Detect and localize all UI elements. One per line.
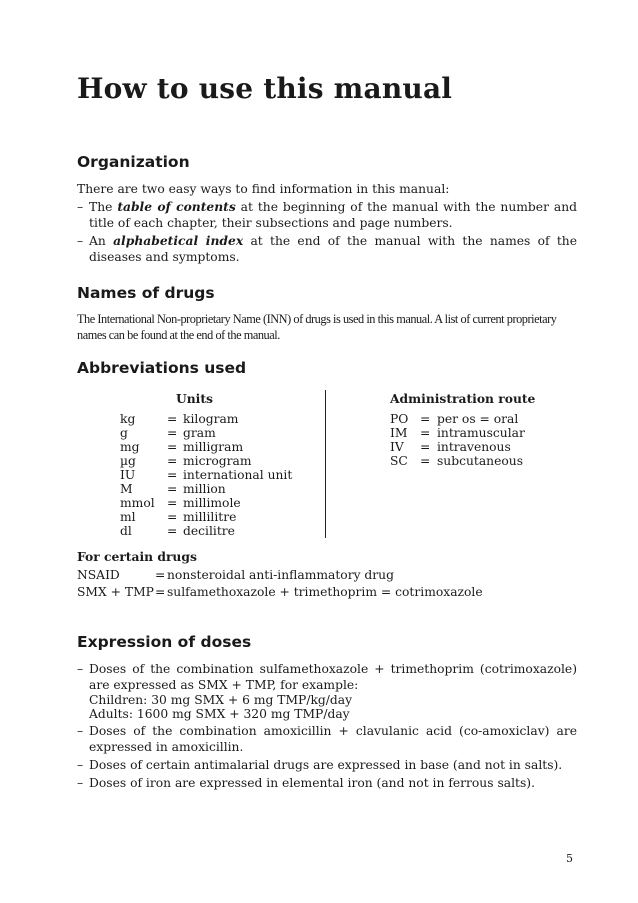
table-row: IV = intravenous — [390, 440, 511, 454]
list-item: – Doses of iron are expressed in elemental iron (and not in ferrous salts). — [77, 776, 535, 790]
dash-marker: – — [77, 200, 84, 214]
table-row: kg = kilogram — [120, 412, 239, 426]
drug-abbreviation-row: SMX + TMP= sulfamethoxazole + trimethoprim = cotrimoxazole — [77, 585, 483, 599]
list-item: – The table of contents at the beginning of the manual with the number and title of each chapter, their subsections and page numbers. — [77, 199, 577, 230]
section-heading-expression-of-doses: Expression of doses — [77, 633, 252, 651]
table-row: IM = intramuscular — [390, 426, 525, 440]
list-item: – Doses of the combination amoxicillin + clavulanic acid (co-amoxiclav) are expressed in amoxicillin. — [77, 724, 577, 754]
dash-marker: – — [77, 776, 84, 790]
units-heading: Units — [176, 391, 213, 406]
table-row: g = gram — [120, 426, 216, 440]
list-item: – Doses of the combination sulfamethoxazole + trimethoprim (cotrimoxazole) are expressed as SMX + TMP, for example: Children: 30 mg SMX + 6 mg TMP/kg/day Adults: 1600 mg SMX + 320 mg TMP/day — [77, 662, 577, 721]
drug-abbreviation-row: NSAID = nonsteroidal anti-inflammatory drug — [77, 568, 394, 582]
children-dose-example: Children: 30 mg SMX + 6 mg TMP/kg/day — [89, 693, 353, 707]
page-title: How to use this manual — [77, 72, 453, 105]
table-row: IU = international unit — [120, 468, 293, 482]
list-item: – An alphabetical index at the end of the manual with the names of the diseases and symptoms. — [77, 233, 578, 264]
table-of-contents-term: table of contents — [117, 199, 236, 214]
dash-marker: – — [77, 662, 84, 676]
drugs-heading: For certain drugs — [77, 549, 197, 564]
dash-marker: – — [77, 724, 84, 738]
section-heading-names-of-drugs: Names of drugs — [77, 284, 215, 302]
alphabetical-index-term: alphabetical index — [113, 233, 244, 248]
list-item: – Doses of certain antimalarial drugs are expressed in base (and not in salts). — [77, 758, 563, 772]
routes-heading: Administration route — [390, 391, 536, 406]
table-row: mg = milligram — [120, 440, 244, 454]
table-row: mmol = millimole — [120, 496, 241, 510]
names-of-drugs-text: The International Non-proprietary Name (INN) of drugs is used in this manual. A list of current proprietary names can be found at the end of the manual. — [77, 312, 557, 342]
organization-intro: There are two easy ways to find information in this manual: — [77, 182, 450, 196]
column-divider — [325, 390, 326, 538]
table-row: PO = per os = oral — [390, 412, 519, 426]
dash-marker: – — [77, 758, 84, 772]
section-heading-organization: Organization — [77, 153, 190, 171]
doses-list — [77, 661, 577, 793]
dash-marker: – — [77, 234, 84, 248]
table-row: dl = decilitre — [120, 524, 235, 538]
table-row: µg = microgram — [120, 454, 252, 468]
table-row: ml = millilitre — [120, 510, 237, 524]
table-row: SC = subcutaneous — [390, 454, 524, 468]
adults-dose-example: Adults: 1600 mg SMX + 320 mg TMP/day — [89, 707, 350, 721]
section-heading-abbreviations: Abbreviations used — [77, 359, 247, 377]
units-table — [120, 412, 292, 538]
routes-table — [390, 412, 525, 468]
page-number: 5 — [566, 852, 573, 865]
table-row: M = million — [120, 482, 226, 496]
organization-list — [77, 199, 577, 267]
